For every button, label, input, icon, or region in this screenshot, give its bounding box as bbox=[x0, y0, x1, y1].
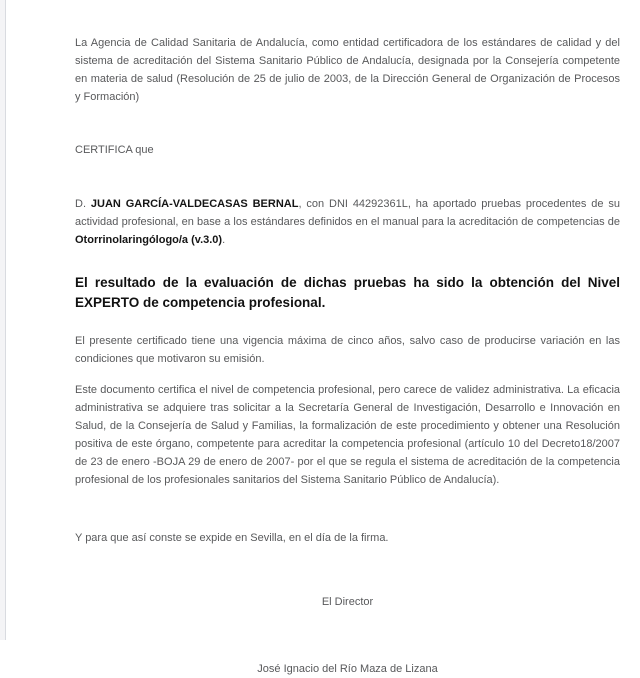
closing-statement: Y para que así conste se expide en Sevilla, en el día de la firma. bbox=[75, 532, 389, 544]
issuer-intro-paragraph: La Agencia de Calidad Sanitaria de Andalucía, como entidad certificadora de los estándares de calidad y del sistema de acreditación del Sistema Sanitario Público de Andalucía, designada por la Consejería competente en materia de salud (Resolución de 25 de julio de 2003, de la Dirección General de Organización de Procesos y Formación) bbox=[75, 37, 620, 103]
validity-paragraph: El presente certificado tiene una vigencia máxima de cinco años, salvo caso de producirse variación en las condiciones que motivaron su emisión. bbox=[75, 335, 620, 365]
certificate-content bbox=[75, 28, 620, 678]
result-statement: El resultado de la evaluación de dichas pruebas ha sido la obtención del Nivel EXPERTO de competencia profesional. bbox=[75, 275, 620, 310]
subject-name: JUAN GARCÍA-VALDECASAS BERNAL bbox=[90, 198, 299, 210]
subject-middle: , con DNI 44292361L, ha aportado pruebas procedentes de su actividad profesional, en base a los estándares definidos en el manual para la acreditación de competencias de bbox=[75, 198, 620, 228]
subject-paragraph bbox=[75, 195, 620, 249]
subject-prefix: D. bbox=[75, 198, 91, 210]
scanned-page-edge bbox=[0, 0, 6, 640]
signature-name: José Ignacio del Río Maza de Lizana bbox=[257, 663, 438, 675]
certifies-label: CERTIFICA que bbox=[75, 144, 154, 156]
subject-specialty: Otorrinolaringólogo/a (v.3.0) bbox=[75, 234, 223, 246]
subject-suffix: . bbox=[222, 234, 226, 246]
legal-paragraph: Este documento certifica el nivel de competencia profesional, pero carece de validez administrativa. La eficacia administrativa se adquiere tras solicitar a la Secretaría General de Investigación, Desarrollo e Innovación en Salud, de la Consejería de Salud y Familias, la formalización de este procedimiento y obtener una Resolución positiva de este órgano, competente para acreditar la competencia profesional (artículo 10 del Decreto18/2007 de 23 de enero -BOJA 29 de enero de 2007- por el que se regula el sistema de acreditación de la competencia profesional de los profesionales sanitarios del Sistema Sanitario Público de Andalucía). bbox=[75, 384, 620, 486]
signature-title: El Director bbox=[321, 596, 374, 608]
